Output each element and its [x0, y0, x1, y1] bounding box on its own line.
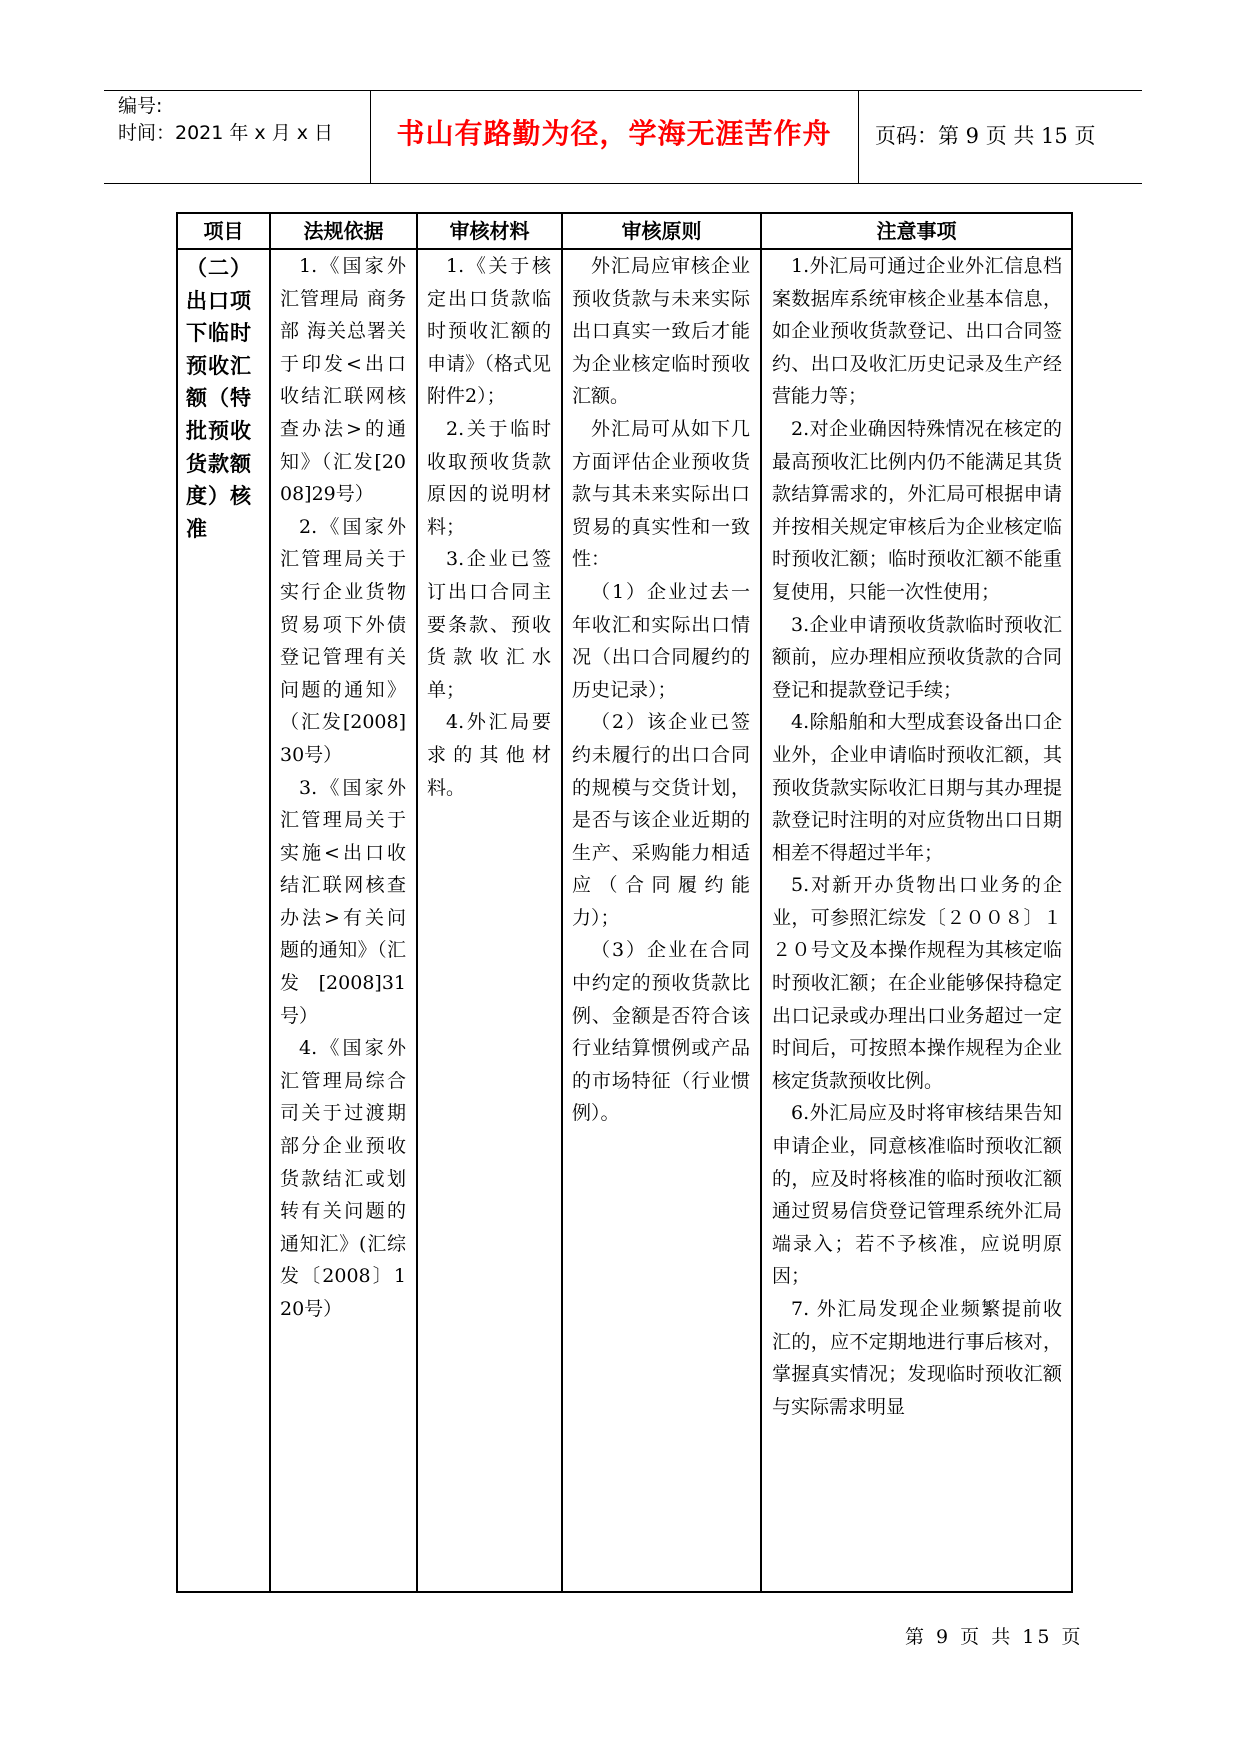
note-entry: 2.对企业确因特殊情况在核定的最高预收汇比例内仍不能满足其货款结算需求的，外汇局可根据申请并按相关规定审核后为企业核定临时预收汇额；临时预收汇额不能重复使用，只能一次性使用；	[772, 417, 1062, 603]
header-page-info: 页码：第 9 页 共 15 页	[875, 124, 1096, 148]
material-entry: 3.企业已签订出口合同主要条款、预收货款收汇水单；	[427, 548, 551, 701]
principle-entry: 外汇局应审核企业预收货款与未来实际出口真实一致后才能为企业核定临时预收汇额。	[572, 255, 750, 408]
column-header-principles: 审核原则	[621, 219, 702, 243]
page-footer: 第 9 页 共 15 页	[905, 1626, 1084, 1648]
note-entry: 6.外汇局应及时将审核结果告知申请企业，同意核准临时预收汇额的，应及时将核准的临时预收汇额通过贸易信贷登记管理系统外汇局端录入；若不予核准，应说明原因；	[772, 1102, 1062, 1288]
table-col-divider-3	[561, 212, 563, 1593]
note-entry: 1.外汇局可通过企业外汇信息档案数据库系统审核企业基本信息，如企业预收货款登记、出口合同签约、出口及收汇历史记录及生产经营能力等；	[772, 255, 1062, 408]
column-header-legal-basis: 法规依据	[303, 219, 384, 243]
note-entry: 7. 外汇局发现企业频繁提前收汇的，应不定期地进行事后核对，掌握真实情况；发现临时预收汇额与实际需求明显	[772, 1298, 1062, 1418]
principle-entry: （1）企业过去一年收汇和实际出口情况（出口合同履约的历史记录）；	[572, 580, 750, 701]
review-table	[176, 212, 1073, 1593]
header-motto: 书山有路勤为径，学海无涯苦作舟	[396, 117, 832, 150]
column-header-item: 项目	[203, 219, 244, 243]
column-header-materials: 审核材料	[449, 219, 530, 243]
legal-basis-cell	[280, 250, 406, 1326]
note-entry: 5.对新开办货物出口业务的企业，可参照汇综发〔２００８〕１２０号文及本操作规程为其核定临时预收汇额；在企业能够保持稳定出口记录或办理出口业务超过一定时间后，可按照本操作规程为企业核定货款预收比例。	[772, 874, 1062, 1092]
legal-basis-entry: 4.《国家外汇管理局综合司关于过渡期部分企业预收货款结汇或划转有关问题的通知汇》(汇综发〔2008〕120号）	[280, 1037, 406, 1320]
table-col-divider-1	[269, 212, 271, 1593]
column-header-notes: 注意事项	[876, 219, 957, 243]
material-entry: 1.《关于核定出口货款临时预收汇额的申请》（格式见附件2）；	[427, 255, 551, 408]
header-bottom-rule	[104, 183, 1142, 184]
table-col-divider-4	[760, 212, 762, 1593]
table-border-bottom	[176, 1591, 1073, 1593]
principle-entry: （3）企业在合同中约定的预收货款比例、金额是否符合该行业结算惯例或产品的市场特征（行业惯例）。	[572, 939, 750, 1125]
principle-entry: （2）该企业已签约未履行的出口合同的规模与交货计划，是否与该企业近期的生产、采购能力相适应（合同履约能力）；	[572, 711, 750, 929]
item-title: （二）出口项下临时预收汇额（特批预收货款额度）核准	[186, 256, 252, 541]
materials-cell	[427, 250, 551, 804]
legal-basis-entry: 3.《国家外汇管理局关于实施<出口收结汇联网核查办法>有关问题的通知》（汇发[2008]31号）	[280, 776, 406, 1027]
principle-entry: 外汇局可从如下几方面评估企业预收货款与其未来实际出口贸易的真实性和一致性：	[572, 417, 750, 571]
material-entry: 4.外汇局要求的其他材料。	[427, 711, 551, 799]
document-time-label: 时间：2021 年 x 月 x 日	[118, 122, 334, 144]
legal-basis-entry: 2.《国家外汇管理局关于实行企业货物贸易项下外债登记管理有关问题的通知》（汇发[2008]30号）	[280, 515, 406, 766]
material-entry: 2.关于临时收取预收货款原因的说明材料；	[427, 417, 551, 538]
note-entry: 3.企业申请预收货款临时预收汇额前，应办理相应预收货款的合同登记和提款登记手续；	[772, 613, 1062, 701]
table-border-left	[176, 212, 178, 1593]
notes-cell	[772, 250, 1062, 1423]
note-entry: 4.除船舶和大型成套设备出口企业外，企业申请临时预收汇额，其预收货款实际收汇日期与其办理提款登记时注明的对应货物出口日期相差不得超过半年；	[772, 711, 1062, 864]
document-number-label: 编号:	[118, 95, 163, 117]
header-top-rule	[104, 90, 1142, 91]
legal-basis-entry: 1.《国家外汇管理局 商务部 海关总署关于印发<出口收结汇联网核查办法>的通知》（汇发[2008]29号）	[280, 255, 406, 506]
table-border-right	[1071, 212, 1073, 1593]
principles-cell	[572, 250, 750, 1130]
header-divider-right	[858, 90, 859, 184]
table-col-divider-2	[416, 212, 418, 1593]
